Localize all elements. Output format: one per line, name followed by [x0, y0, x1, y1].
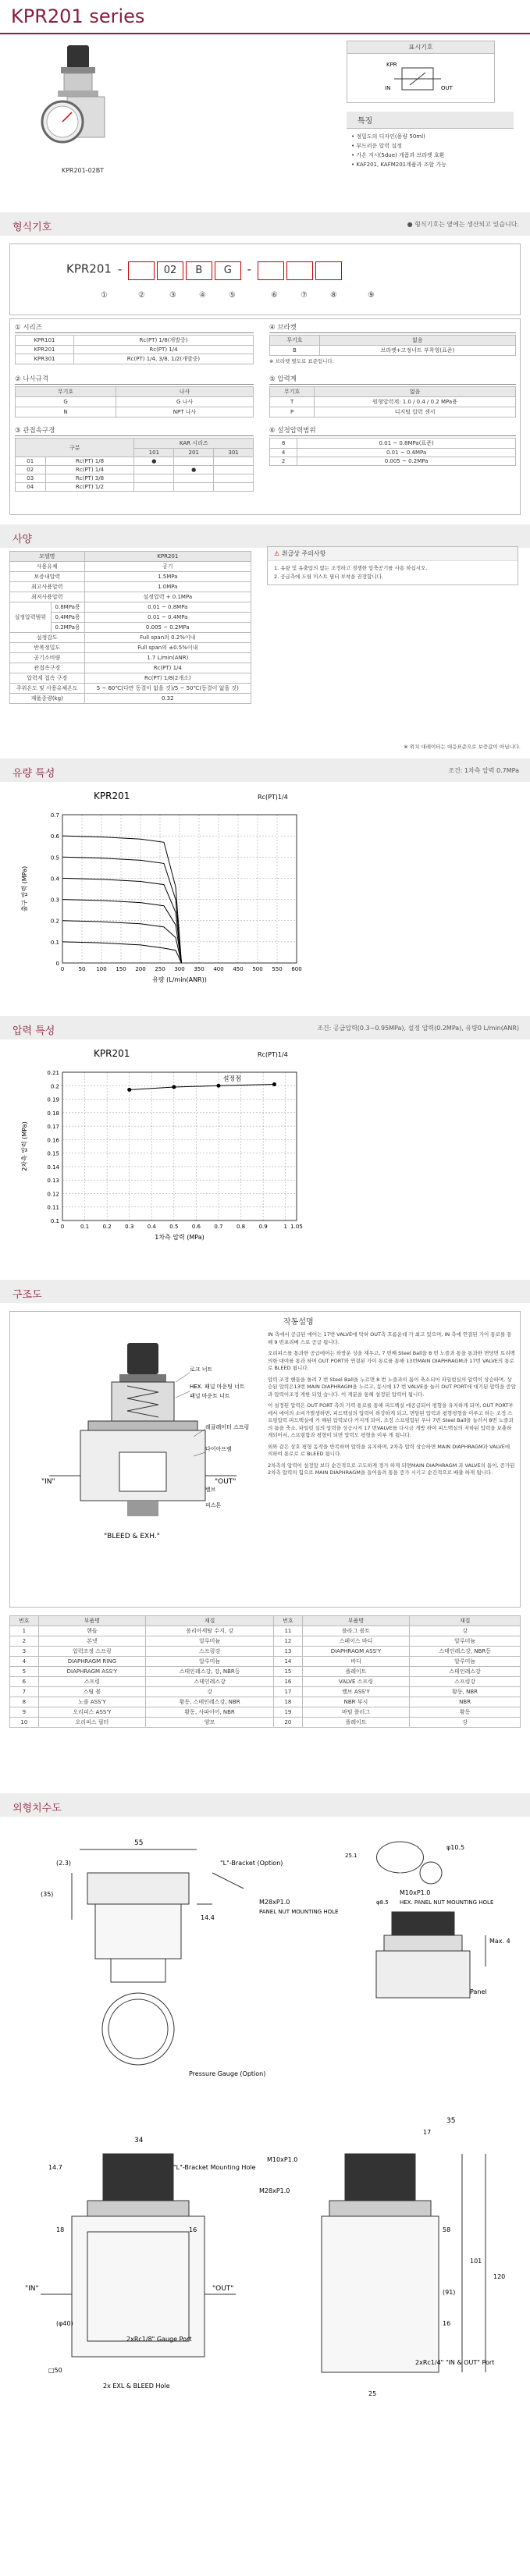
dim-gauge-port: 2xRc1/8" Gauge Port	[126, 2336, 192, 2343]
parts-row: 8 노즐 ASS'Y 황동, 스테인레스강, NBR 18 NBR 부시 NBR	[10, 1697, 521, 1707]
series-line	[62, 900, 182, 963]
series-line	[62, 857, 182, 963]
code-num: ③	[169, 291, 176, 300]
caution-box	[267, 546, 518, 585]
dims-band	[0, 1793, 530, 1817]
y-tick-label: 0.15	[47, 1150, 59, 1157]
opt-bracket-note: ※ 브라켓 별도로 표준입니다.	[269, 358, 334, 364]
dim-gauge: Pressure Gauge (Option)	[189, 2070, 266, 2077]
parts-row: 9 오리피스 ASS'Y 황동, 사파이어, NBR 19 바텀 플러그 황동	[10, 1707, 521, 1718]
y-tick-label: 0.1	[50, 939, 59, 946]
page-header	[0, 0, 530, 34]
spec-table: 모델명 KPR201 사용유체 공기 보증내압력 1.5MPa 최고사용압력 1.0MPa 최저사용압력 설정압력 + 0.1MPa 설정압력범위 0.8MPa용 0.01 ~ 0.8MPa 0.4MPa용 0.01 ~ 0.4MPa 0.2MPa용 0.005 ~ 0.2MPa 설정감도 Full span의 0.2%이내 반복정밀도 Full span의 ±0.5%이내 공기소비량 1.7 L/min(ANR) 관접속구경 Rc(PT) 1/4 압력계 접속 구경 Rc(PT) 1/8(2개소) 주위온도 및 사용유체온도 5 ~ 60℃(다만 동결이 없을 것)/5 ~ 50℃(동결이 없을 것) 제품중량(kg) 0.32	[9, 551, 251, 704]
x-tick-label: 250	[155, 966, 165, 972]
chart-title: KPR201	[94, 1048, 130, 1059]
feature-item: • KAF201, KAFM201계품과 조합 가능	[351, 162, 446, 168]
spec-band	[0, 524, 530, 548]
x-tick-label: 400	[213, 966, 224, 972]
label-out: "OUT"	[215, 1478, 237, 1486]
flow-condition: 조건: 1차측 압력 0.7MPa	[448, 767, 519, 774]
dim-m28b: M28xP1.0	[259, 2187, 290, 2194]
pressure-band	[0, 1016, 530, 1039]
operation-description	[268, 1315, 516, 1477]
op-paragraph: 압력 조정 핸들을 돌려 7 번 Steel Ball을 누르면 8 번 노즐과의 틈이 축소되어 파일럿실의 압력이 상승하며, 상승된 압력은13번 MAIN DIAPHRAGM을 누르고, 동시에 17 번 VALVE을 눌러 OUT PORT에 대기된 압력을 증압과 압력이조정 게한 되었 습니다. 이 게분을 통해 설정된 압력이 됩니다.	[268, 1376, 516, 1398]
y-tick-label: 0.13	[47, 1178, 59, 1185]
features-block	[347, 112, 514, 172]
y-axis-label: 출구 압력 (MPa)	[21, 865, 28, 912]
dim-55: 55	[134, 1839, 144, 1847]
y-tick-label: 0.16	[47, 1137, 59, 1144]
dim-exh: 2x EXL & BLEED Hole	[103, 2382, 170, 2389]
x-tick-label: 0.5	[169, 1224, 179, 1230]
page-title: KPR201 series	[11, 5, 145, 27]
x-tick-label: 0.4	[147, 1224, 156, 1230]
opt-bracket: ④ 브라켓 무기호 없음 B 브라켓+고정너트 부착형(표준) ※ 브라켓 별도로 표준입니다.	[269, 322, 516, 364]
opt-gauge: ⑤ 압력계 무기호 없음 T 원형압력계: 1.0 / 0.4 / 0.2 MPa용 P 디지털 압력 센서	[269, 374, 516, 417]
opt-series-title: ① 시리즈	[15, 322, 254, 333]
x-tick-label: 0.3	[125, 1224, 134, 1230]
x-axis-label: 1차측 압력 (MPa)	[155, 1234, 205, 1241]
dim-25: 25.1	[345, 1853, 357, 1859]
feature-item: • 정밀도의 디자인(용량 50ml)	[351, 133, 425, 140]
code-num: ⑦	[301, 291, 308, 300]
flow-chart	[16, 783, 328, 1010]
parts-row: 6 스프링 스테인레스강 16 VALVE 스프링 스프링강	[10, 1677, 521, 1687]
opt-thread: ② 나사규격 무기호 나사 G G 나사 N NPT 나사	[15, 374, 254, 417]
y-tick-label: 0.6	[50, 833, 59, 840]
pressure-condition: 조건: 공급압력(0.3~0.95MPa), 설정 압력(0.2MPa), 유량0 L/min(ANR)	[317, 1025, 519, 1032]
dim-m10: M10xP1.0	[400, 1889, 431, 1896]
dim-out: "OUT"	[212, 2285, 234, 2293]
dim-panel-mount: PANEL NUT MOUNTING HOLE	[259, 1909, 339, 1915]
x-tick-label: 0.1	[80, 1224, 90, 1230]
product-caption: KPR201-02BT	[61, 167, 105, 174]
chart-annotation: 설정점	[222, 1075, 241, 1082]
code-numbers	[101, 291, 491, 300]
code-num: ⑤	[229, 291, 236, 300]
x-tick-label: 1.05	[290, 1224, 303, 1230]
dim-m10b: M10xP1.0	[267, 2156, 298, 2163]
parts-row: 4 DIAPHRAGM RING 알루미늄 14 바디 알루미늄	[10, 1657, 521, 1667]
x-tick-label: 1	[283, 1224, 287, 1230]
code-box-5: G	[215, 261, 241, 280]
features-title: 특징	[347, 112, 514, 129]
data-point	[127, 1088, 131, 1092]
parts-row: 2 본넷 알루미늄 12 스페이스 바디 알루미늄	[10, 1636, 521, 1647]
dim-in: "IN"	[25, 2285, 39, 2293]
options-panel	[9, 318, 521, 515]
y-tick-label: 0.2	[50, 1083, 59, 1090]
code-box-2	[128, 261, 155, 280]
dim-35b: 35	[446, 2117, 456, 2125]
parts-table: 번호 부품명 재질 번호 부품명 재질 1 핸들 폴리아세탈 수지, 강 11 플라그 볼트 강 2 본넷 알루미늄 12 스페이스 바디 알루미늄 3 압력조정 스프링 스프링강 13 DIAPHRAGM ASS'Y 스테인레스강, NBR등 4 DIAPHRAGM RING 알루미늄 14 바디 알루미늄 5 DIAPHRAGM ASS'Y 스테인레스강, 강, NBR등 15 플레이트 스테인레스강 6 스프링 스테인레스강 16 VALVE 스프링 스프링강 7 스틸 볼 강 17 밸브 ASS'Y 황동, NBR 8 노즐 ASS'Y 황동, 스테인레스강, NBR 18 NBR 부시 NBR 9 오리피스 ASS'Y 황동, 사파이어, NBR 19 바텀 플러그 황동 10 오리피스 필터 양모 20 플레이트 강	[9, 1615, 521, 1728]
dims-title: 외형치수도	[12, 1803, 62, 1814]
chart-subtitle: Rc(PT)1/4	[258, 1051, 288, 1058]
dim-max4: Max. 4	[489, 1938, 510, 1945]
dim-58: 58	[443, 2226, 451, 2233]
op-paragraph: 외와 같은 상호 평형 동작을 반복하며 압력을 유지하며, 2차측 압력 상승하면 MAIN DIAPHRAGM과 VALVE에 의하여 통로로 로 BLEED 됩니다.	[268, 1443, 510, 1457]
dimension-drawing	[9, 1826, 521, 2567]
label-diaphragm: 다이아프램	[205, 1446, 232, 1452]
symbol-title: 표시기호	[347, 41, 494, 54]
ordering-note: ● 형식기호는 옆에는 생산되고 있습니다.	[407, 221, 519, 228]
x-axis-label: 유량 (L/min(ANR))	[152, 976, 207, 983]
parts-row: 3 압력조정 스프링 스프링강 13 DIAPHRAGM ASS'Y 스테인레스강, NBR등	[10, 1647, 521, 1657]
x-tick-label: 500	[252, 966, 263, 972]
op-paragraph: 이 설정된 압력은 OUT PORT 측의 가력 통로를 통해 피드백실 에공급되어 평형을 유지하게 되며, OUT PORT부에서 에어의 소비가발생하면, 피드백실의 압력이 하강하게 되고, 면담된 압력과 평형평형을 이루고 하는 조정 스프링압력 피드백실에 커 해된 압력보다 커지게 되어, 조정 스프링함된 우나 7번 Steel Ball을 눌러서 8번 노즐과의 틈을 축소, 파일럿 실의 압력을 상승시켜 17 번VALVE를 다시금 개방 하여 피드백실의 저하된 압력을 보충하게되어서, 스프링함과 평형이 되면 압력도 평형을 이루 게 됩니다.	[268, 1402, 514, 1438]
x-tick-label: 0	[60, 966, 65, 972]
dim-34: 34	[134, 2137, 144, 2144]
label-lock-nut: 로크 너트	[190, 1366, 213, 1373]
x-tick-label: 0.7	[214, 1224, 223, 1230]
x-tick-label: 0.8	[237, 1224, 246, 1230]
dim-120: 120	[493, 2273, 506, 2280]
x-tick-label: 0.9	[258, 1224, 268, 1230]
x-tick-label: 100	[96, 966, 107, 972]
dim-phi10: φ10.5	[446, 1844, 465, 1851]
x-tick-label: 150	[116, 966, 126, 972]
feature-item: • 부드러운 압력 설정	[351, 143, 402, 149]
y-tick-label: 0	[55, 961, 59, 967]
pressure-chart	[16, 1041, 328, 1260]
data-point	[217, 1084, 221, 1088]
y-tick-label: 0.12	[47, 1191, 59, 1198]
chart-title: KPR201	[94, 791, 130, 801]
y-tick-label: 0.14	[47, 1164, 59, 1171]
y-axis-label: 2차측 압력 (MPa)	[21, 1121, 28, 1171]
dim-bracket: "L"-Bracket (Option)	[220, 1860, 283, 1867]
dim-91: (91)	[443, 2289, 456, 2296]
x-tick-label: 0.6	[191, 1224, 201, 1230]
x-tick-label: 50	[78, 966, 86, 972]
ordering-code	[66, 261, 342, 280]
y-tick-label: 0.7	[50, 812, 59, 819]
dim-101: 101	[470, 2258, 482, 2265]
spec-footnote: ※ 위치 대레이터는 대응표준으로 보증값이 아닙니다.	[404, 744, 521, 750]
caution-item: 1. 유량 및 유출압의 없는 조정하고 경쟁한 압축공기를 사용 하십시오.	[274, 565, 428, 571]
plot-frame	[62, 1072, 297, 1220]
code-num: ②	[138, 291, 145, 300]
opt-range-title: ⑥ 설정압력범위	[269, 425, 516, 436]
series-line	[62, 942, 182, 963]
opt-port-title: ③ 관접속구경	[15, 425, 254, 436]
y-tick-label: 0.11	[47, 1204, 59, 1211]
ordering-title: 형식기호	[12, 222, 52, 233]
dim-14: 14.4	[201, 1914, 215, 1921]
label-hex-panel-nut: HEX. 패널 마운팅 너트	[190, 1384, 245, 1390]
dim-phi8: φ8.5	[376, 1899, 389, 1906]
symbol-box	[347, 41, 495, 103]
opt-port: ③ 관접속구경 구분 KAR 시리즈 101 201 301 01 Rc(PT) 1/8 ● 02 Rc(PT) 1/4 ● 03 Rc(PT) 3/8 04 Rc(PT) 1/2	[15, 425, 254, 492]
dim-phi40: (φ40)	[56, 2320, 73, 2327]
label-valve: 밸브	[205, 1487, 216, 1493]
op-paragraph: 오리피스를 통과한 공급에어는 하방운 상을 재우고, 7 번째 Steel Ball을 8 번 노즐과 통을 통과한 면당면 토리백 의한 대여를 통과 하며 OUT PORT와 연결된 가이 통로를 통해 13번MAIN DIAPHRAGM과 17번 VALVE의 통로로 BLEED 됩니다.	[268, 1350, 515, 1371]
dim-m28: M28xP1.0	[259, 1899, 290, 1906]
flow-title: 유량 특성	[12, 768, 55, 780]
feature-item: • 가온 지시(5due) 게폼과 브라켓 호환	[351, 152, 445, 158]
label-in: "IN"	[41, 1478, 55, 1486]
chart-subtitle: Rc(PT)1/4	[258, 794, 288, 801]
product-photo	[31, 44, 125, 161]
caution-title: ⚠ 취급상 주의사항	[268, 547, 518, 561]
flow-band	[0, 759, 530, 782]
data-point	[272, 1082, 276, 1086]
op-title: 작동설명	[283, 1318, 314, 1327]
code-num: ⑨	[368, 291, 375, 300]
dim-16: 16	[189, 2226, 197, 2233]
caution-item: 2. 공급측에 드릴 미스트 필터 부착을 권장합니다.	[274, 574, 383, 580]
parts-row: 10 오리피스 필터 양모 20 플레이트 강	[10, 1718, 521, 1728]
code-num: ⑥	[271, 291, 278, 300]
data-point	[172, 1085, 176, 1089]
label-bleed: "BLEED & EXH."	[104, 1533, 160, 1540]
ordering-code-panel	[9, 243, 521, 315]
symbol-kpr: KPR	[386, 62, 397, 68]
opt-bracket-title: ④ 브라켓	[269, 322, 516, 333]
op-paragraph: IN 측에서 공급된 에어는 17번 VALVE에 막혀 OUT측 흐름운데 가 최고 있으며, IN 측에 연결된 가이 통로를 통해 9 번포리베 스로 공급 됩니다.	[268, 1331, 512, 1345]
y-tick-label: 0.17	[47, 1124, 59, 1131]
label-piston: 피스톤	[205, 1502, 222, 1508]
y-tick-label: 0.3	[50, 897, 59, 904]
structure-band	[0, 1280, 530, 1303]
structure-title: 구조도	[12, 1289, 42, 1301]
dim-23: (2.3)	[56, 1860, 71, 1867]
dim-35: (35)	[41, 1891, 54, 1898]
x-tick-label: 0.2	[102, 1224, 112, 1230]
cross-section-drawing	[10, 1312, 260, 1607]
code-num: ⑧	[330, 291, 337, 300]
code-box-8	[315, 261, 342, 280]
dim-17: 17	[423, 2129, 432, 2136]
opt-series: ① 시리즈 KPR101 Rc(PT) 1/8(개발중) KPR201 Rc(PT) 1/4 KPR301 Rc(PT) 1/4, 3/8, 1/2(개발중)	[15, 322, 254, 364]
spec-title: 사양	[12, 534, 33, 545]
y-tick-label: 0.1	[50, 1218, 59, 1224]
dim-hex: HEX. PANEL NUT MOUNTING HOLE	[400, 1899, 494, 1906]
y-tick-label: 0.19	[47, 1096, 59, 1103]
dim-16b: 16	[443, 2320, 451, 2327]
code-dash: -	[117, 261, 123, 276]
x-tick-label: 350	[194, 966, 205, 972]
code-num: ①	[101, 291, 108, 300]
code-prefix: KPR201	[66, 261, 112, 276]
x-tick-label: 450	[233, 966, 244, 972]
label-panel-mount-nut: 패널 마운트 너트	[190, 1393, 230, 1399]
code-box-7	[286, 261, 313, 280]
dim-panel: Panel	[470, 1988, 487, 1995]
code-box-3: 02	[157, 261, 183, 280]
symbol-in: IN	[385, 85, 391, 91]
x-tick-label: 550	[272, 966, 283, 972]
series-line	[130, 1085, 275, 1090]
opt-range: ⑥ 설정압력범위 8 0.01 ~ 0.8MPa(표준) 4 0.01 ~ 0.4MPa 2 0.005 ~ 0.2MPa	[269, 425, 516, 466]
y-tick-label: 0.18	[47, 1110, 59, 1117]
structure-panel	[9, 1311, 521, 1608]
y-tick-label: 0.21	[47, 1070, 59, 1076]
label-reg-spring: 레귤레이터 스프링	[205, 1424, 250, 1430]
symbol-out: OUT	[441, 85, 453, 91]
dim-25b: 25	[368, 2390, 377, 2397]
parts-row: 1 핸들 폴리아세탈 수지, 강 11 플라그 볼트 강	[10, 1626, 521, 1636]
pressure-title: 압력 특성	[12, 1025, 55, 1037]
x-tick-label: 300	[174, 966, 185, 972]
opt-gauge-title: ⑤ 압력계	[269, 374, 516, 385]
opt-thread-title: ② 나사규격	[15, 374, 254, 385]
y-tick-label: 0.4	[50, 876, 59, 883]
parts-row: 5 DIAPHRAGM ASS'Y 스테인레스강, 강, NBR등 15 플레이트 스테인레스강	[10, 1667, 521, 1677]
y-tick-label: 0.2	[50, 918, 59, 925]
code-box-6	[258, 261, 284, 280]
y-tick-label: 0.5	[50, 855, 59, 862]
x-tick-label: 200	[135, 966, 146, 972]
dim-18: 18	[56, 2226, 65, 2233]
parts-row: 7 스틸 볼 강 17 밸브 ASS'Y 황동, NBR	[10, 1687, 521, 1697]
code-dash: -	[247, 261, 252, 276]
x-tick-label: 0	[60, 1224, 65, 1230]
ordering-band	[0, 212, 530, 236]
code-num: ④	[199, 291, 206, 300]
dim-lbracket: "L"-Bracket Mounting Hole	[173, 2164, 256, 2171]
dim-inout: 2xRc1/4" "IN & OUT" Port	[415, 2359, 495, 2366]
dim-147: 14.7	[48, 2164, 62, 2171]
code-box-4: B	[186, 261, 212, 280]
x-tick-label: 600	[291, 966, 302, 972]
op-paragraph: 2차측의 압력이 설정압 보다 순간적으로 고도하게 경가 하게 되면MAIN DIAPHRAGM 과 VALVE의 틈이, 증가된 2차측 압력의 힘으로 MAIN DIAPHRAGM을 들어올려 통을 증가 시키고 순간적으로 배출 하게 됩니다.	[268, 1462, 515, 1476]
dim-phi50: □50	[48, 2367, 62, 2374]
